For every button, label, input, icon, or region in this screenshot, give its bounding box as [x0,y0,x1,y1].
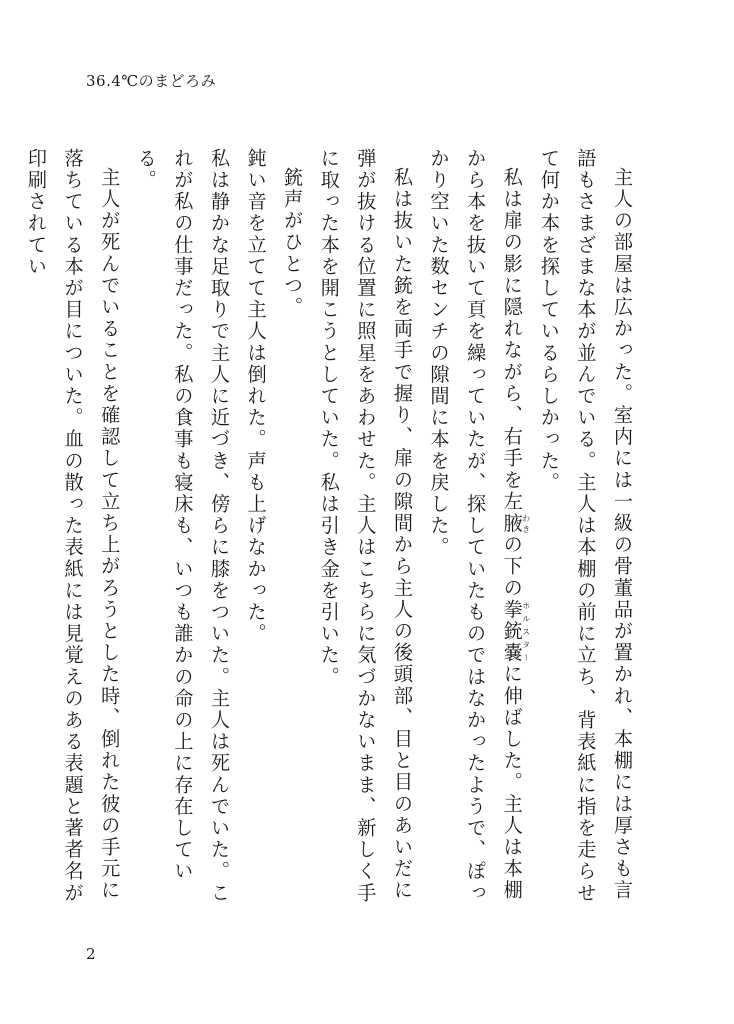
page-number: 2 [86,945,96,963]
paragraph-text: 私は扉の影に隠れながら、右手を左 [500,167,524,513]
ruby-annotation: 腋わき [500,512,531,535]
paragraph-text: に伸ばした。主人は本棚から本を抜いて頁を繰っていたが、探していたものではなかったようで、ぽっかり空いた数センチの隙間に本を戻した。 [427,148,524,904]
running-head: 36.4℃のまどろみ [86,72,217,90]
paragraph [420,148,530,913]
body-text [25,148,640,913]
paragraph-text: の下の [500,534,524,600]
paragraph: 私は静かな足取りで主人に近づき、傍らに膝をついた。主人は死んでいた。これが私の仕事だった。私の食事も寝床も、いつも誰かの命の上に存在している。 [134,148,231,904]
paragraph: 鈍い音を立てて主人は倒れた。声も上げなかった。 [244,148,268,645]
paragraph: 主人の部屋は広かった。室内には一級の骨董品が置かれ、本棚には厚さも言語もさまざまな本が並んでいる。主人は本棚の前に立ち、背表紙に指を走らせて何か本を探しているらしかった。 [537,148,634,904]
paragraph: 私は抜いた銃を両手で握り、扉の隙間から主人の後頭部、目と目のあいだに弾が抜ける位置に照星をあわせた。主人はこちらに気づかないまま、新しく手に取った本を開こうとしていた。私は引き金を引いた。 [317,148,414,904]
paragraph: 主人が死んでいることを確認して立ち上がろうとした時、倒れた彼の手元に落ちている本が目についた。血の散った表紙には見覚えのある表題と著者名が印刷されてい [25,148,122,904]
paragraph: 銃声がひとつ。 [281,167,305,319]
ruby-annotation: 拳銃嚢ホルスター [500,599,531,665]
